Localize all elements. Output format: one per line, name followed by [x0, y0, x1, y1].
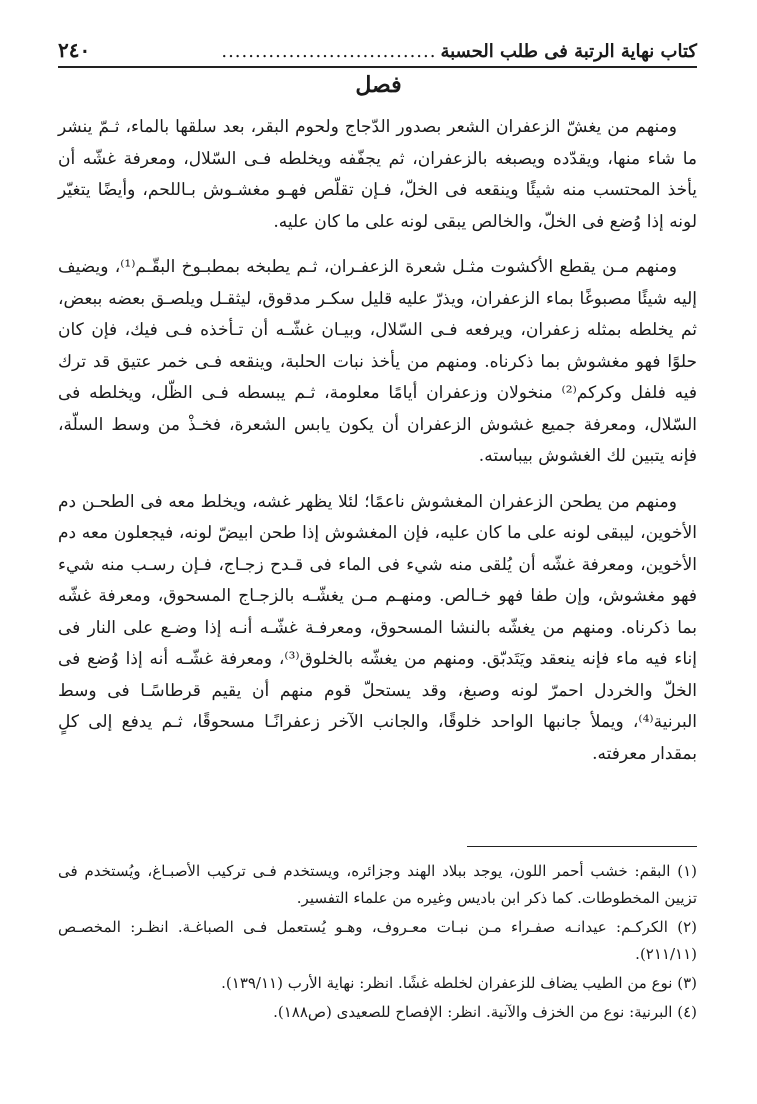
paragraph-3: ومنهم من يطحن الزعفران المغشوش ناعمًا؛ لئلا يظهر غشه، ويخلط معه فى الطحـن دم الأخوين، ليبقى لونه على ما كان عليه، فإن المغشوش إذا طحن ابيضّ لونه، فيجعلون معه دم الأخوين، ومعرفة غشّه أن يُلقى منه شيء فى الماء فى قـدح زجـاج، فـإن رسـب منه شيء فهو مغشوش، وإن طفا فهو خـالص. ومنهـم مـن يغشّـه بالزجـاج المسحوق، ومعرفة غشّه بما ذكرناه. ومنهم من يغشّه بالنشا المسحوق، ومعرفـة غشّـه أنـه إذا وضـع على النار فى إناء فيه ماء فإنه ينعقد ويَتَدبّق. ومنهم من يغشّه بالخلوق⁽³⁾، ومعرفة غشّـه أنه إذا وُضع فى الخلّ والخردل احمرّ لونه وصبغ، وقد يستحلّ قوم منهم أن يقيم قرطاسًـا فى وسط البرنية⁽⁴⁾، ويملأ جانبها الواحد خلوقًا، والجانب الآخر زعفرانًـا مسحوقًا، ثـم يدفع إلى كلٍ بمقدار معرفته.	[58, 491, 697, 764]
running-title-text: كتاب نهاية الرتبة فى طلب الحسبة	[440, 41, 697, 62]
footnote-3: (٣) نوع من الطيب يضاف للزعفران لخلطه غشًا. انظر: نهاية الأرب (١٣٩/١١).	[221, 974, 697, 992]
paragraph-2: ومنهم مـن يقطع الأكشوت مثـل شعرة الزعفـران، ثـم يطبخه بمطبـوخ البقّـم⁽¹⁾، ويضيف إليه شيئًا مصبوغًا بماء الزعفران، ويذرّ عليه قليل سكـر مدقوق، ليثقـل ويلصـق بعضه ببعض، ثم يخلطه بمثله زعفران، ويرفعه فـى السّلال، وبيـان غشّـه أن تـأخذه فـى فيك، فإن كان حلوًا فهو مغشوش بما ذكرناه. ومنهم من يأخذ نبات الحلبة، وينقعه فـى خمر عتيق قد ترك فيه فلفل وكركم⁽²⁾ منخولان وزعفران أيامًا معلومة، ثـم يبسطه فـى الظّل، ويخلطه فى السّلال، ومعرفة جميع غشوش الزعفران أن يكون يابس الشعرة، فخـذْ من وسط السلّة، فإنه يتبين لك الغشوش بيباسته.	[58, 257, 698, 466]
footnote-1: (١) البقم: خشب أحمر اللون، يوجد ببلاد الهند وجزائره، ويستخدم فـى تركيب الأصبـاغ، ويُستخدم فى تزيين المخطوطات. كما ذكر ابن باديس وغيره من علماء التفسير.	[58, 862, 697, 907]
footnote-2: (٢) الكركـم: عيدانـه صفـراء مـن نبـات معـروف، وهـو يُستعمل فـى الصباغـة. انظـر: المخصـص (٢١١/١١).	[58, 918, 697, 963]
paragraph-1: ومنهم من يغشّ الزعفران الشعر بصدور الدّجاج ولحوم البقر، بعد سلقها بالماء، ثـمّ ينشر ما شاء منها، ويقدّده ويصبغه بالزعفران، ثم يجفّفه ويخلطه فـى السّلال، ومعرفة غشّه أن يأخذ المحتسب منه شيئًا وينقعه فى الخلّ، فـإن تقلّص فهـو مغشـوش بـاللحم، وأيضًا يتغيّر لونه إذا وُضع فى الخلّ، والخالص يبقى لونه على ما كان عليه.	[58, 117, 697, 232]
running-title	[221, 41, 697, 62]
body-text	[58, 112, 697, 784]
leader-dots: ................................	[221, 41, 437, 62]
footnote-divider	[467, 846, 697, 847]
section-title: فصل	[355, 72, 402, 98]
footnote-4: (٤) البرنية: نوع من الخزف والآنية. انظر: الإفصاح للصعيدى (ص١٨٨).	[273, 1003, 697, 1021]
footnotes	[58, 858, 697, 1028]
page-header	[58, 28, 697, 68]
page-number: ٢٤٠	[58, 38, 91, 62]
